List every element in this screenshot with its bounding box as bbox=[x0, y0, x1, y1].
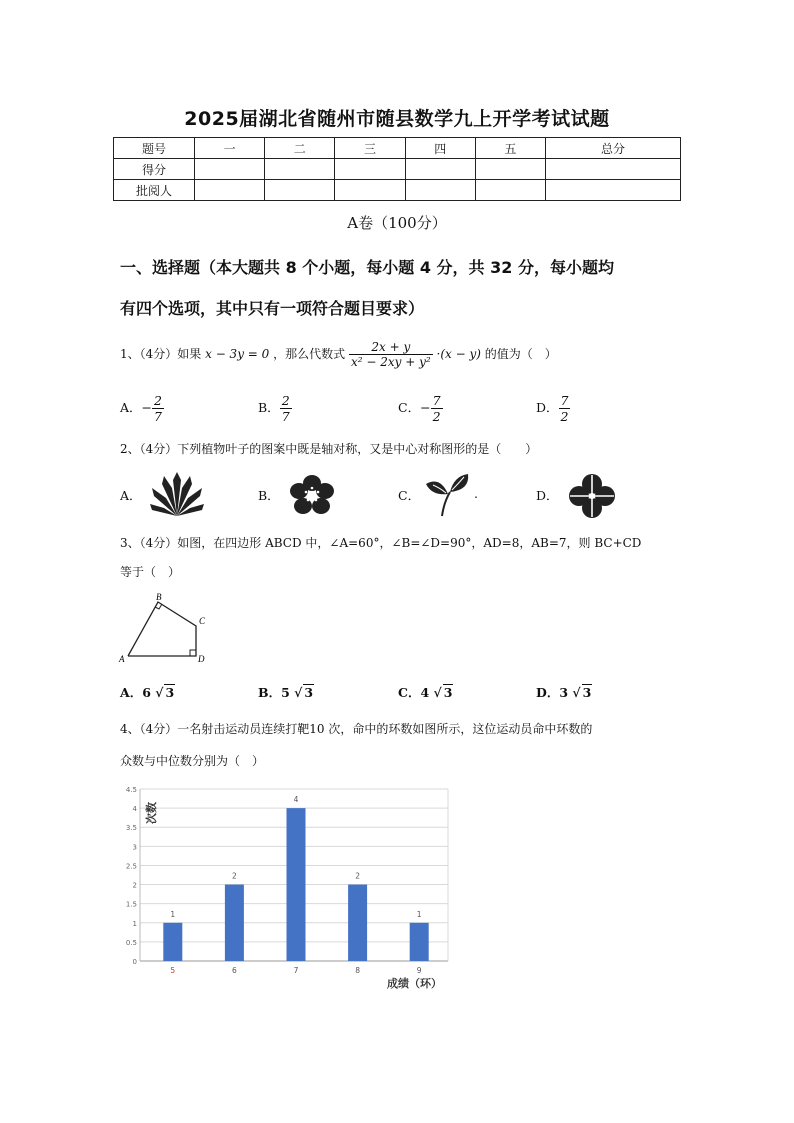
option-num: 7 bbox=[560, 393, 569, 408]
bar-value-label: 2 bbox=[232, 871, 237, 881]
q2-option-c-label: C． bbox=[398, 488, 421, 503]
option-sign: − bbox=[141, 400, 153, 415]
leaf-cluster-icon bbox=[150, 470, 204, 518]
option-radicand: 3 bbox=[165, 685, 175, 700]
y-tick-label: 1 bbox=[132, 919, 137, 928]
bar-value-label: 2 bbox=[355, 871, 360, 881]
flower-icon bbox=[289, 474, 335, 516]
option-radicand: 3 bbox=[304, 685, 314, 700]
score-table bbox=[113, 137, 681, 201]
q3-option-b: B．5 √ 3 bbox=[258, 685, 314, 700]
bar bbox=[348, 885, 367, 961]
x-tick-label: 5 bbox=[170, 966, 176, 975]
q2-option-d-label: D． bbox=[536, 488, 559, 503]
x-tick-label: 8 bbox=[355, 966, 360, 975]
q2-option-c-period: . bbox=[474, 486, 478, 501]
option-num: 2 bbox=[281, 393, 290, 408]
bar-value-label: 4 bbox=[293, 795, 299, 805]
table-cell: 总分 bbox=[546, 138, 681, 159]
q1-suffix: 的值为（ ） bbox=[484, 347, 557, 361]
option-coef: 4 bbox=[420, 685, 430, 700]
bar bbox=[287, 808, 306, 961]
y-tick-label: 3.5 bbox=[125, 824, 137, 833]
section-heading-line1: 一、选择题（本大题共 8 个小题，每小题 4 分，共 32 分，每小题均 bbox=[120, 258, 614, 277]
q1-prefix: 1、（4分）如果 bbox=[120, 347, 202, 361]
table-cell bbox=[265, 180, 335, 201]
option-coef: 5 bbox=[281, 685, 290, 700]
q1-denominator: x² − 2xy + y² bbox=[350, 355, 431, 369]
score-table-row bbox=[114, 159, 681, 180]
q1-numerator: 2x + y bbox=[349, 340, 433, 355]
table-cell bbox=[335, 159, 405, 180]
section-a-heading: A卷（100分） bbox=[347, 214, 447, 232]
bar bbox=[225, 885, 244, 961]
option-label: B． bbox=[258, 685, 282, 700]
q2-option-b-label: B． bbox=[258, 488, 280, 503]
vertex-label-b: B bbox=[156, 592, 162, 602]
q1-option-a bbox=[120, 393, 164, 424]
vertex-label-a: A bbox=[119, 654, 125, 664]
table-cell bbox=[475, 159, 545, 180]
table-cell bbox=[195, 180, 265, 201]
option-den: 7 bbox=[154, 409, 162, 424]
x-tick-label: 7 bbox=[293, 966, 299, 975]
question-4-line1: 4、（4分）一名射击运动员连续打靶10 次，命中的环数如图所示，这位运动员命中环数的 bbox=[120, 722, 593, 736]
table-cell bbox=[475, 180, 545, 201]
score-table-row bbox=[114, 180, 681, 201]
table-cell bbox=[405, 180, 475, 201]
option-radicand: 3 bbox=[582, 685, 592, 700]
table-cell: 题号 bbox=[114, 138, 195, 159]
option-label: A． bbox=[120, 685, 143, 700]
option-den: 2 bbox=[560, 409, 569, 424]
table-cell: 一 bbox=[195, 138, 265, 159]
bar bbox=[410, 923, 429, 961]
q1-fraction bbox=[349, 340, 433, 369]
q1-factor: ·(x − y) bbox=[436, 347, 481, 361]
quadrilateral-figure bbox=[118, 592, 218, 666]
option-label: C． bbox=[398, 400, 421, 415]
option-den: 7 bbox=[281, 409, 290, 424]
option-label: D． bbox=[536, 685, 560, 700]
four-petal-flower-icon bbox=[568, 473, 616, 519]
option-num: 7 bbox=[432, 393, 441, 408]
q3-option-d: D．3 √ 3 bbox=[536, 685, 592, 700]
option-num: 2 bbox=[154, 393, 162, 408]
y-tick-label: 2.5 bbox=[125, 862, 137, 871]
q3-option-c: C．4 √ 3 bbox=[398, 685, 453, 700]
y-tick-label: 0 bbox=[132, 958, 137, 966]
bar-value-label: 1 bbox=[170, 909, 176, 919]
option-label: D． bbox=[536, 400, 559, 415]
table-cell bbox=[265, 159, 335, 180]
vertex-label-d: D bbox=[198, 654, 205, 664]
table-cell: 得分 bbox=[114, 159, 195, 180]
table-cell bbox=[195, 159, 265, 180]
question-2: 2、（4分）下列植物叶子的图案中既是轴对称，又是中心对称图形的是（ ） bbox=[120, 442, 538, 456]
chart-bars bbox=[163, 795, 428, 961]
chart-x-ticks bbox=[170, 966, 421, 975]
option-label: C． bbox=[398, 685, 421, 700]
y-tick-label: 1.5 bbox=[125, 900, 137, 909]
q1-option-c bbox=[398, 393, 443, 424]
chart-y-ticks bbox=[126, 786, 138, 966]
y-tick-label: 4 bbox=[132, 805, 137, 814]
table-cell: 二 bbox=[265, 138, 335, 159]
option-label: A． bbox=[120, 400, 142, 415]
leaf-sprig-icon bbox=[424, 472, 470, 518]
x-tick-label: 6 bbox=[232, 966, 237, 975]
option-sign: − bbox=[420, 400, 431, 415]
question-1 bbox=[120, 340, 557, 369]
question-3-line1: 3、（4分）如图，在四边形 ABCD 中，∠A=60°，∠B=∠D=90°，AD=8，AB=7，则 BC+CD bbox=[120, 536, 642, 550]
q1-mid: ，那么代数式 bbox=[273, 347, 346, 361]
chart-y-axis-label: 次数 bbox=[145, 802, 158, 824]
bar-value-label: 1 bbox=[416, 909, 422, 919]
q1-option-b bbox=[258, 393, 292, 424]
option-den: 2 bbox=[432, 409, 441, 424]
q2-option-a-label: A． bbox=[120, 488, 142, 503]
y-tick-label: 4.5 bbox=[125, 786, 137, 794]
y-tick-label: 3 bbox=[132, 843, 137, 852]
q3-option-a: A．6 √ 3 bbox=[120, 685, 175, 700]
table-cell: 批阅人 bbox=[114, 180, 195, 201]
option-coef: 3 bbox=[559, 685, 569, 700]
table-cell bbox=[546, 180, 681, 201]
score-table-header-row bbox=[114, 138, 681, 159]
shooting-score-bar-chart bbox=[115, 780, 455, 995]
option-radicand: 3 bbox=[443, 685, 453, 700]
vertex-label-c: C bbox=[199, 616, 206, 626]
option-coef: 6 bbox=[142, 685, 151, 700]
table-cell: 三 bbox=[335, 138, 405, 159]
bar bbox=[163, 923, 182, 961]
y-tick-label: 2 bbox=[132, 881, 137, 890]
table-cell bbox=[546, 159, 681, 180]
table-cell: 四 bbox=[405, 138, 475, 159]
question-3-line2: 等于（ ） bbox=[120, 565, 181, 579]
q1-condition: x − 3y = 0 bbox=[205, 347, 270, 361]
chart-x-axis-label: 成绩（环） bbox=[387, 977, 442, 990]
table-cell: 五 bbox=[475, 138, 545, 159]
q1-option-d bbox=[536, 393, 570, 424]
table-cell bbox=[335, 180, 405, 201]
question-4-line2: 众数与中位数分别为（ ） bbox=[120, 754, 265, 768]
option-label: B． bbox=[258, 400, 280, 415]
y-tick-label: 0.5 bbox=[125, 938, 137, 947]
page-title: 2025届湖北省随州市随县数学九上开学考试试题 bbox=[184, 108, 610, 130]
table-cell bbox=[405, 159, 475, 180]
x-tick-label: 9 bbox=[416, 966, 422, 975]
section-heading-line2: 有四个选项，其中只有一项符合题目要求） bbox=[120, 299, 425, 318]
